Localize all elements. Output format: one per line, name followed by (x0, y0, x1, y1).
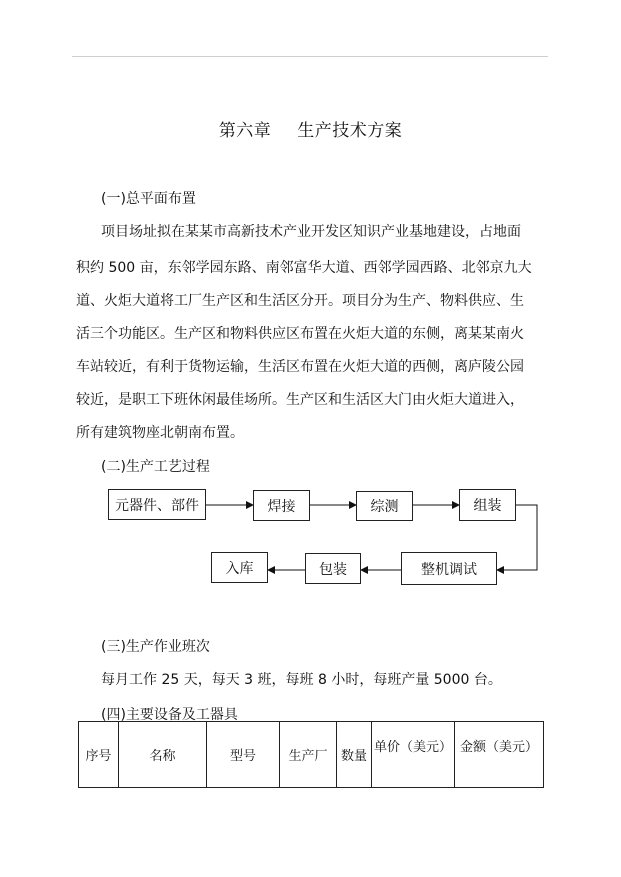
column-header-manufacturer: 生产厂 (280, 722, 337, 788)
layout-paragraph-line: 车站较近，有利于货物运输，生活区布置在火炬大道的西侧，离庐陵公园 (76, 359, 524, 375)
flow-step-warehousing: 入库 (211, 552, 268, 583)
section-heading-equipment: (四)主要设备及工器具 (101, 707, 238, 723)
column-header-quantity: 数量 (337, 722, 372, 788)
layout-paragraph-line: 所有建筑物座北朝南布置。 (76, 425, 244, 441)
flow-step-welding: 焊接 (253, 490, 310, 521)
chapter-name: 生产技术方案 (297, 121, 403, 141)
shifts-text: 每月工作 25 天，每天 3 班，每班 8 小时，每班产量 5000 台。 (101, 672, 502, 688)
flow-step-debugging: 整机调试 (401, 552, 497, 585)
section-heading-process: (二)生产工艺过程 (101, 459, 210, 475)
flow-step-packaging: 包装 (305, 553, 361, 584)
column-header-unit-price: 单价（美元） (372, 722, 455, 788)
section-heading-layout: (一)总平面布置 (101, 191, 196, 207)
equipment-table (78, 721, 544, 788)
column-header-amount: 金额（美元） (455, 722, 544, 788)
flow-step-components: 元器件、部件 (108, 489, 206, 520)
chapter-number: 第六章 (218, 121, 272, 141)
layout-paragraph-line: 项目场址拟在某某市高新技术产业开发区知识产业基地建设，占地面 (101, 224, 521, 240)
section-heading-shifts: (三)生产作业班次 (101, 639, 210, 655)
table-header-row (79, 722, 544, 788)
layout-paragraph-line: 道、火炬大道将工厂生产区和生活区分开。项目分为生产、物料供应、生 (76, 293, 524, 309)
layout-paragraph-line: 活三个功能区。生产区和物料供应区布置在火炬大道的东侧，离某某南火 (76, 326, 524, 342)
flow-step-testing: 综测 (356, 491, 413, 521)
layout-paragraph-line: 较近，是职工下班休闲最佳场所。生产区和生活区大门由火炬大道进入， (76, 392, 524, 408)
column-header-name: 名称 (119, 722, 207, 788)
column-header-model: 型号 (207, 722, 280, 788)
column-header-index: 序号 (79, 722, 119, 788)
flow-step-assembly: 组装 (459, 489, 516, 521)
layout-paragraph-line: 积约 500 亩，东邻学园东路、南邻富华大道、西邻学园西路、北邻京九大 (76, 260, 532, 276)
